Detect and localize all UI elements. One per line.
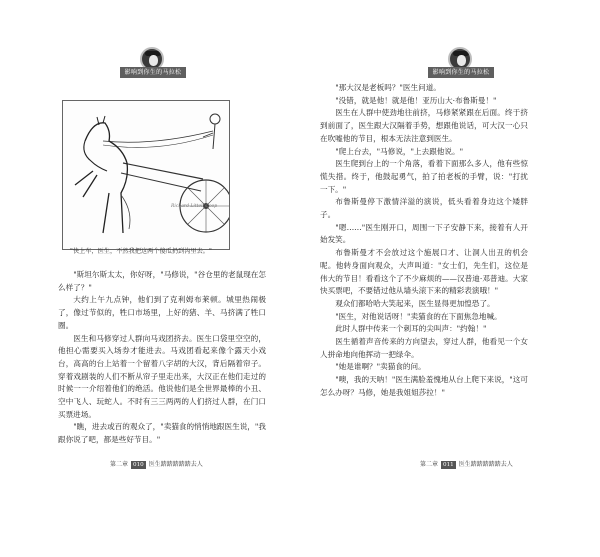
paragraph: 大约上午九点钟，他们到了克利姆布莱顿。城里热闹极了，像过节似的，牲口市场里，上好的猪、羊、马挤满了牲口圈。 [58,295,266,330]
paragraph: "她是谁啊？"卖猫食的问。 [335,362,426,372]
paragraph: "瞧，进去或百的观众了，"卖猫食的悄悄地跟医生说，"我跟你说了吧，都是些好节目。" [58,422,266,445]
page-footer [110,459,203,469]
paragraph: 医生爬到台上的一个角落，看着下面那么多人，他有些惊慌失措。终于，他鼓起勇气，拍了拍老板的手臂，说："打扰一下。" [320,159,528,194]
page-footer [420,459,513,469]
paragraph: 医生和马修穿过人群向马戏团挤去。医生口袋里空空的，他担心需要买入场券才能进去。马戏团看起来像个露天小戏台，高高的台上站着一个留着八字胡的大汉，背后隔着帘子。穿着戏剧装的人们不断从帘子里走出来，大汉正在他们走过的时候一一介绍着他们的绝活。他说他们是全世界最棒的小丑、空中飞人、玩蛇人。不时有三三两两的人们挤过人群，在门口买票进场。 [58,333,266,419]
series-logo [120,47,186,83]
left-page-text [58,269,266,447]
series-title: 影响到你生的马拉松 [428,67,494,78]
paragraph: 此时人群中传来一个刺耳的尖叫声："约翰！" [335,324,487,334]
paragraph: "那大汉是老板吗？"医生问道。 [335,83,441,92]
right-page [300,0,600,557]
paragraph: "噢，我的天呐！"医生满脸羞愧地从台上爬下来说，"这可怎么办呀？马修，她是我姐姐莎拉！" [320,375,528,397]
right-page-text [320,82,528,400]
footer-chapter: 第二章 [110,461,129,468]
footer-chapter: 第二章 [420,461,439,468]
paragraph: 医生循着声音传来的方向望去，穿过人群，他看见一个女人拼命地向他挥动一把绿伞。 [320,337,528,359]
series-logo [428,47,494,83]
page-number: 011 [443,462,454,468]
paragraph: "爬上台去，"马修说，"上去跟他说。" [335,146,464,156]
illustration-caption: "快上车，医生，不然我把这两个傻瓜扔到沟里去。" [70,248,212,255]
paragraph: 布鲁斯曼才不会放过这个施展口才、让洞人出丑的机会呢。他转身面向观众，大声叫道："女士们，先生们，这位是伟大的节目！看看这个了不少麻烦的——汉普迪·邓普迪。大家快买票吧，不要错过他从墙头滚下来的精彩表演哦！" [320,248,528,296]
footer-title: 医生踏踏踏踏踏去人 [458,461,513,468]
series-title: 影响到你生的马拉松 [120,67,186,78]
paragraph: 布鲁斯曼停下激情洋溢的演说，低头看着身边这个矮胖子。 [320,197,528,220]
illustration-signature: Richard Littell Coop [171,204,218,209]
footer-title: 医生踏踏踏踏踏去人 [148,461,203,468]
horse-carriage-drawing [63,101,230,250]
paragraph: 观众们都哈哈大笑起来，医生显得更加惶恐了。 [335,298,495,308]
paragraph: "斯坦尔斯太太，你好呀，"马修说，"谷仓里的老鼠现在怎么样了？" [58,270,266,292]
page-number: 010 [133,462,144,468]
paragraph: "医生，对他说话呀！"卖猫食的在下面焦急地喊。 [335,311,502,321]
paragraph: "嗯……"医生刚开口，周围一下子安静下来，接着有人开始发笑。 [320,222,528,245]
paragraph: 医生在人群中使劲地往前挤，马修紧紧跟在后面。终于挤到前面了，医生跟大汉隔着手势，想跟他说话，可大汉一心只在吹嘘他的节目，根本无法注意到医生。 [320,108,528,143]
illustration [62,100,230,250]
paragraph: "没错，就是他！就是他！亚历山大·布鲁斯曼！" [335,95,497,105]
